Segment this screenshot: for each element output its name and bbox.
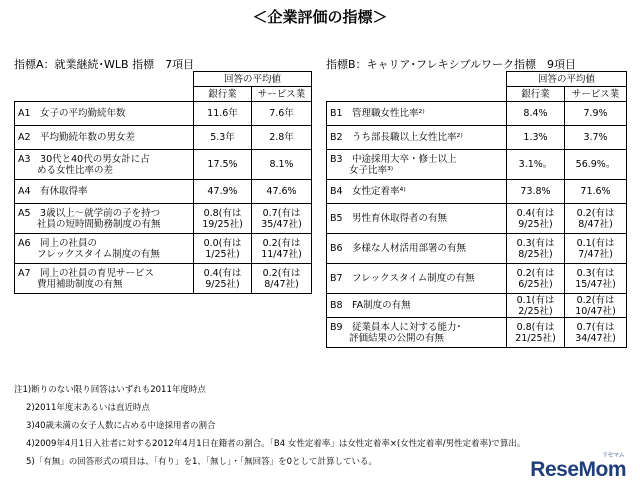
- table-row: [327, 126, 627, 150]
- cell-bank-value: 11.6年: [207, 108, 238, 119]
- row-label-line: A6 同上の社員の: [18, 237, 98, 249]
- cell-service-line: 35/47社): [261, 218, 302, 230]
- cell-service-line: 0.7(有は: [262, 207, 301, 219]
- row-label: [15, 234, 194, 264]
- cell-service-line: 8/47社): [578, 218, 613, 230]
- row-label-line: A1 女子の平均勤続年数: [18, 108, 126, 119]
- cell-bank-line: 9/25社): [518, 218, 553, 230]
- row-label-line: 評価結果の公開の有無: [330, 332, 445, 344]
- cell-bank: [194, 264, 252, 294]
- cell-service-line: 15/47社): [575, 278, 616, 290]
- table-a-col-bank: 銀行業: [194, 87, 252, 102]
- cell-bank-line: 8/25社): [518, 248, 553, 260]
- cell-bank-value: 73.8%: [520, 186, 551, 197]
- resemom-logo: [530, 453, 626, 482]
- cell-bank: [507, 318, 565, 348]
- row-label-line: B8 FA制度の有無: [330, 300, 411, 311]
- cell-service-line: 11/47社): [261, 248, 302, 260]
- cell-bank: [507, 264, 565, 294]
- cell-service-value: 7.9%: [583, 108, 608, 119]
- cell-bank: [194, 150, 252, 180]
- row-label-line: B2 うち部長職以上女性比率²⁾: [330, 132, 463, 143]
- table-row: [327, 180, 627, 204]
- row-label: [327, 234, 507, 264]
- logo-text: ReseMom: [530, 458, 626, 481]
- cell-service-line: 0.2(有は: [576, 294, 615, 306]
- table-row: [15, 150, 312, 180]
- cell-bank: [507, 294, 565, 318]
- cell-service-value: 47.6%: [266, 186, 297, 197]
- row-label: [327, 180, 507, 204]
- row-label-line: める女性比率の差: [18, 164, 114, 176]
- cell-bank: [507, 102, 565, 126]
- cell-bank: [507, 204, 565, 234]
- cell-service-line: 0.2(有は: [576, 207, 615, 219]
- table-row: [327, 102, 627, 126]
- note-4: 4)2009年4月1日入社者に対する2012年4月1日在籍者の割合。「B4 女性定着率」は女性定着率×(女性定着率/男性定着率)で算出。: [26, 439, 526, 449]
- cell-bank: [194, 102, 252, 126]
- table-row: [327, 234, 627, 264]
- row-label: [327, 102, 507, 126]
- row-label-line: A4 有休取得率: [18, 186, 88, 197]
- cell-service-line: 0.2(有は: [262, 267, 301, 279]
- cell-service: [565, 102, 627, 126]
- cell-service-value: 7.6年: [269, 108, 294, 119]
- cell-service: [565, 318, 627, 348]
- row-label: [327, 126, 507, 150]
- cell-bank: [507, 150, 565, 180]
- cell-service: [565, 126, 627, 150]
- table-row: [15, 264, 312, 294]
- cell-service: [565, 234, 627, 264]
- cell-service-line: 8/47社): [264, 278, 299, 290]
- note-1: 注1)断りのない限り回答はいずれも2011年度時点: [14, 385, 206, 395]
- table-a: [14, 71, 312, 294]
- cell-bank-value: 47.9%: [207, 186, 238, 197]
- row-label-line: フレックスタイム制度の有無: [18, 248, 160, 260]
- cell-service: [252, 150, 312, 180]
- cell-service-value: 71.6%: [580, 186, 611, 197]
- row-label-line: A3 30代と40代の男女計に占: [18, 153, 150, 165]
- row-label: [327, 264, 507, 294]
- cell-bank: [507, 126, 565, 150]
- cell-bank-value: 17.5%: [207, 159, 238, 170]
- table-b: [326, 71, 627, 348]
- cell-service-value: 3.7%: [583, 132, 608, 143]
- cell-service-line: 0.3(有は: [576, 267, 615, 279]
- cell-service: [252, 180, 312, 204]
- cell-bank-value: 1.3%: [523, 132, 548, 143]
- cell-bank: [507, 234, 565, 264]
- cell-service-value: 56.9%。: [575, 159, 616, 170]
- row-label-line: B4 女性定着率⁴⁾: [330, 186, 406, 197]
- cell-bank-line: 19/25社): [202, 218, 243, 230]
- row-label: [15, 126, 194, 150]
- row-label-line: 社員の短時間勤務制度の有無: [18, 218, 161, 230]
- row-label: [327, 204, 507, 234]
- note-3: 3)40歳未満の女子人数に占める中途採用者の割合: [26, 421, 216, 431]
- cell-bank-line: 0.8(有は: [203, 207, 242, 219]
- cell-bank-line: 0.3(有は: [516, 237, 555, 249]
- row-label-line: B7 フレックスタイム制度の有無: [330, 273, 475, 284]
- table-row: [327, 294, 627, 318]
- cell-service-line: 0.1(有は: [576, 237, 615, 249]
- note-2: 2)2011年度末あるいは直近時点: [26, 403, 150, 413]
- table-row: [327, 318, 627, 348]
- row-label: [327, 294, 507, 318]
- cell-service-line: 0.7(有は: [576, 321, 615, 333]
- table-a-col-service: サービス業: [252, 87, 312, 102]
- cell-service: [252, 264, 312, 294]
- row-label: [327, 150, 507, 180]
- table-row: [327, 204, 627, 234]
- row-label-line: 女子比率³⁾: [330, 164, 394, 176]
- cell-service: [565, 150, 627, 180]
- cell-bank-line: 0.4(有は: [203, 267, 242, 279]
- page-title: ＜企業評価の指標＞: [252, 8, 388, 26]
- row-label-line: 費用補助制度の有無: [18, 278, 123, 290]
- cell-bank-line: 2/25社): [518, 305, 553, 317]
- table-row: [15, 204, 312, 234]
- row-label-line: A7 同上の社員の育児サービス: [18, 267, 155, 279]
- table-a-header-group: 回答の平均値: [194, 72, 312, 87]
- cell-service-line: 34/47社): [575, 332, 616, 344]
- table-row: [327, 264, 627, 294]
- cell-service-value: 2.8年: [269, 132, 294, 143]
- cell-service-line: 7/47社): [578, 248, 613, 260]
- cell-service-value: 8.1%: [269, 159, 294, 170]
- row-label-line: B5 男性育休取得者の有無: [330, 213, 448, 224]
- cell-bank-value: 5.3年: [210, 132, 235, 143]
- row-label-line: B9 従業員本人に対する能力･: [330, 321, 462, 333]
- cell-service: [252, 126, 312, 150]
- cell-service-line: 10/47社): [575, 305, 616, 317]
- table-a-caption: 指標A：就業継続･WLB 指標 7項目: [14, 58, 195, 71]
- row-label: [15, 102, 194, 126]
- cell-bank-line: 6/25社): [518, 278, 553, 290]
- cell-bank: [194, 180, 252, 204]
- row-label-line: B6 多様な人材活用部署の有無: [330, 243, 467, 254]
- cell-bank-line: 21/25社): [515, 332, 556, 344]
- row-label-line: A2 平均勤続年数の男女差: [18, 132, 136, 143]
- row-label: [327, 318, 507, 348]
- logo-sub: リセマム: [602, 453, 624, 459]
- cell-bank-line: 0.2(有は: [516, 267, 555, 279]
- cell-bank: [507, 180, 565, 204]
- cell-bank-line: 9/25社): [205, 278, 240, 290]
- cell-bank: [194, 204, 252, 234]
- cell-bank-line: 1/25社): [205, 248, 240, 260]
- cell-service: [252, 102, 312, 126]
- cell-bank-line: 0.0(有は: [203, 237, 242, 249]
- cell-bank-line: 0.4(有は: [516, 207, 555, 219]
- cell-service-line: 0.2(有は: [262, 237, 301, 249]
- table-row: [15, 180, 312, 204]
- cell-bank-line: 0.1(有は: [516, 294, 555, 306]
- table-row: [15, 126, 312, 150]
- cell-bank: [194, 234, 252, 264]
- row-label: [15, 264, 194, 294]
- row-label: [15, 204, 194, 234]
- table-b-col-bank: 銀行業: [507, 87, 565, 102]
- cell-service: [565, 180, 627, 204]
- row-label-line: A5 3歳以上～就学前の子を持つ: [18, 207, 161, 219]
- row-label: [15, 150, 194, 180]
- cell-bank-value: 8.4%: [523, 108, 548, 119]
- cell-bank: [194, 126, 252, 150]
- row-label-line: B1 管理職女性比率²⁾: [330, 108, 425, 119]
- table-a-body: [15, 102, 312, 294]
- cell-bank-line: 0.8(有は: [516, 321, 555, 333]
- cell-service: [565, 204, 627, 234]
- table-row: [15, 102, 312, 126]
- cell-service: [565, 264, 627, 294]
- table-b-col-service: サービス業: [565, 87, 627, 102]
- table-row: [327, 150, 627, 180]
- table-row: [15, 234, 312, 264]
- cell-service: [565, 294, 627, 318]
- cell-service: [252, 204, 312, 234]
- table-b-header-group: 回答の平均値: [507, 72, 627, 87]
- cell-service: [252, 234, 312, 264]
- cell-bank-value: 3.1%。: [518, 159, 553, 170]
- row-label-line: B3 中途採用大卒・修士以上: [330, 153, 457, 165]
- row-label: [15, 180, 194, 204]
- table-b-body: [327, 102, 627, 348]
- note-5: 5)「有無」の回答形式の項目は、「有り」を1、「無し」・「無回答」を0として計算している。: [26, 457, 378, 467]
- table-b-caption: 指標B：キャリア･フレキシブルワーク指標 9項目: [326, 58, 577, 71]
